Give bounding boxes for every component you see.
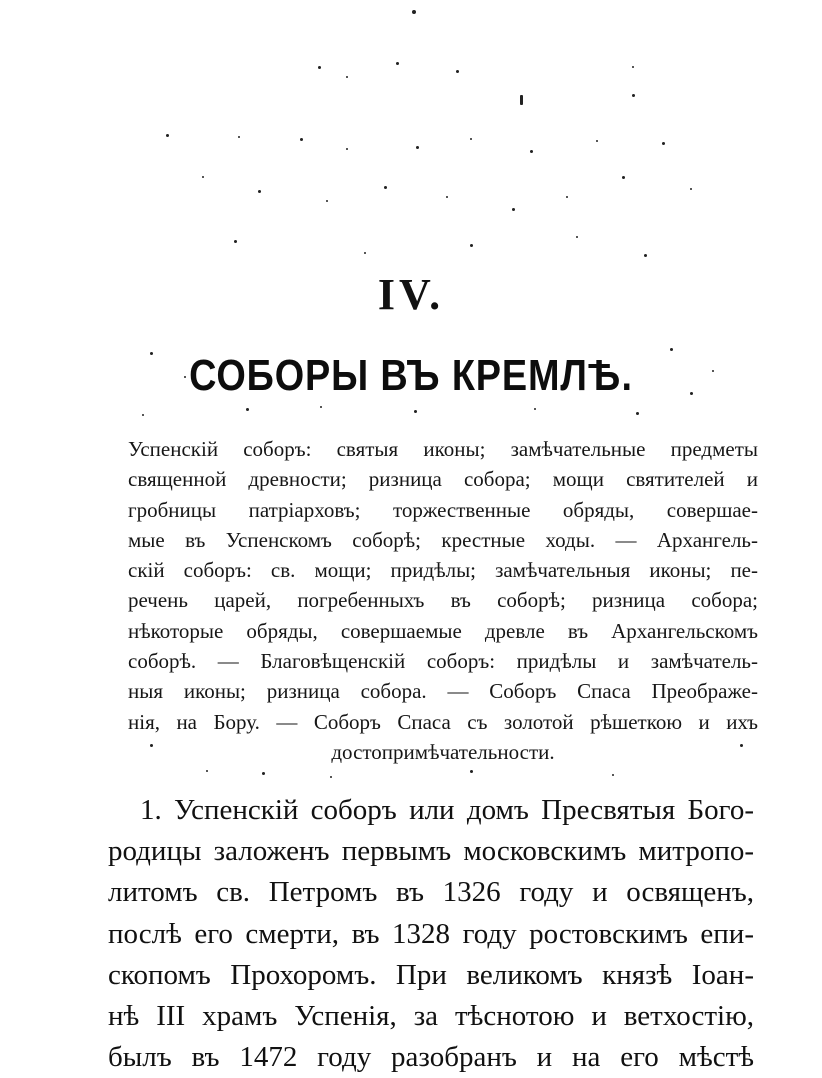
summary-line: Успенскій соборъ: святыя иконы; замѣчательные предметы xyxy=(128,437,758,461)
chapter-number: IV. xyxy=(377,270,445,319)
summary-line: речень царей, погребенныхъ въ соборѣ; ризница собора; xyxy=(128,588,758,613)
print-speck xyxy=(636,412,639,415)
print-speck xyxy=(318,66,321,69)
print-speck xyxy=(412,10,416,14)
chapter-title: СОБОРЫ ВЪ КРЕМЛѢ. xyxy=(189,351,633,400)
print-speck xyxy=(246,408,249,411)
body-paragraph xyxy=(108,790,754,1078)
body-line: родицы заложенъ первымъ московскимъ митропо- xyxy=(108,835,754,868)
summary-line: достопримѣчательности. xyxy=(331,739,555,764)
print-speck xyxy=(612,774,614,776)
print-speck xyxy=(596,140,598,142)
print-speck xyxy=(396,62,399,65)
summary-line: нія, на Бору. — Соборъ Спаса съ золотой рѣшеткою и ихъ xyxy=(128,709,758,734)
summary-line: гробницы патріарховъ; торжественные обряды, совершае- xyxy=(128,497,758,522)
print-speck xyxy=(414,410,417,413)
print-speck xyxy=(320,406,322,408)
body-line: былъ въ 1472 году разобранъ и на его мѣстѣ xyxy=(108,1041,754,1074)
print-speck xyxy=(566,196,568,198)
print-speck xyxy=(456,70,459,73)
print-speck xyxy=(330,776,332,778)
summary-line: скій соборъ: св. мощи; придѣлы; замѣчательныя иконы; пе- xyxy=(128,558,758,583)
print-speck xyxy=(470,244,473,247)
print-speck xyxy=(520,95,523,105)
print-speck xyxy=(166,134,169,137)
summary-line: священной древности; ризница собора; мощи святителей и xyxy=(128,467,758,492)
print-speck xyxy=(202,176,204,178)
print-speck xyxy=(690,188,692,190)
summary-line: ныя иконы; ризница собора. — Соборъ Спаса Преображе- xyxy=(128,679,758,704)
print-speck xyxy=(346,148,348,150)
print-speck xyxy=(142,414,144,416)
print-speck xyxy=(238,136,240,138)
summary-line: соборѣ. — Благовѣщенскій соборъ: придѣлы и замѣчатель- xyxy=(128,649,758,674)
print-speck xyxy=(364,252,366,254)
print-speck xyxy=(512,208,515,211)
print-speck xyxy=(234,240,237,243)
print-speck xyxy=(300,138,303,141)
body-line: нѣ III храмъ Успенія, за тѣснотою и ветхостію, xyxy=(108,1000,754,1033)
print-speck xyxy=(206,770,208,772)
print-speck xyxy=(258,190,261,193)
print-speck xyxy=(346,76,348,78)
summary-line: нѣкоторые обряды, совершаемые древле въ Архангельскомъ xyxy=(128,618,758,643)
print-speck xyxy=(384,186,387,189)
print-speck xyxy=(530,150,533,153)
print-speck xyxy=(326,200,328,202)
print-speck xyxy=(262,772,265,775)
print-speck xyxy=(446,196,448,198)
print-speck xyxy=(632,66,634,68)
body-line: послѣ его смерти, въ 1328 году ростовскимъ епи- xyxy=(108,917,754,950)
summary-line: мые въ Успенскомъ соборѣ; крестные ходы. — Архангель- xyxy=(128,527,758,552)
print-speck xyxy=(632,94,635,97)
print-speck xyxy=(534,408,536,410)
print-speck xyxy=(576,236,578,238)
print-speck xyxy=(416,146,419,149)
print-speck xyxy=(622,176,625,179)
body-line: 1. Успенскій соборъ или домъ Пресвятыя Бого- xyxy=(140,794,754,826)
print-speck xyxy=(470,770,473,773)
print-speck xyxy=(662,142,665,145)
print-speck xyxy=(470,138,472,140)
print-speck xyxy=(644,254,647,257)
chapter-summary xyxy=(128,434,758,767)
body-line: литомъ св. Петромъ въ 1326 году и освященъ, xyxy=(108,876,754,909)
body-line: скопомъ Прохоромъ. При великомъ князѣ Іоан- xyxy=(108,958,754,991)
